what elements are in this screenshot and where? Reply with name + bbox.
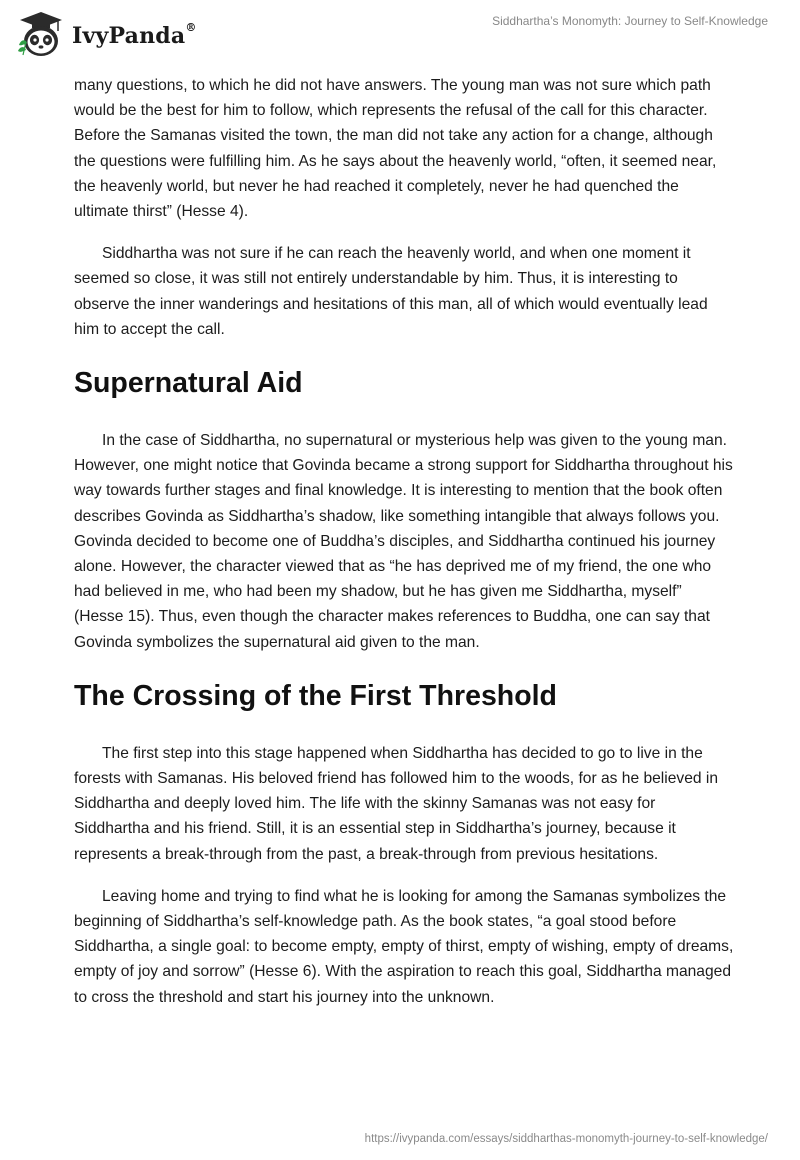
paragraph: In the case of Siddhartha, no supernatural or mysterious help was given to the young man. However, one might notice that Govinda became a strong support for Siddhartha throughout his way towards further stages and final knowledge. It is interesting to mention that the book often describes Govinda as Siddhartha’s shadow, like something intangible that always follows you. Govinda decided to become one of Buddha’s disciples, and Siddhartha continued his journey alone. However, the character viewed that as “he has deprived me of my friend, the one who had believed in me, who had been my shadow, but he has given me Siddhartha, myself” (Hesse 15). Thus, even though the character makes references to Buddha, one can say that Govinda symbolizes the supernatural aid given to the man. <box>74 432 733 651</box>
running-title: Siddhartha’s Monomyth: Journey to Self-Knowledge <box>492 14 768 28</box>
brand-name: IvyPanda® <box>72 21 197 49</box>
section-heading: The Crossing of the First Threshold <box>74 679 557 712</box>
section-heading: Supernatural Aid <box>74 367 303 400</box>
paragraph: The first step into this stage happened when Siddhartha has decided to go to live in the forests with Samanas. His beloved friend has followed him to the woods, for as he believed in Siddhartha and deeply loved him. The life with the skinny Samanas was not easy for Siddhartha and his friend. Still, it is an essential step in Siddhartha’s journey, because it represents a break-through from the past, a break-through from previous hesitations. <box>74 744 719 863</box>
article-body <box>74 73 734 1027</box>
panda-logo-icon <box>14 9 68 59</box>
registered-mark: ® <box>185 21 197 34</box>
source-url[interactable]: https://ivypanda.com/essays/siddharthas-monomyth-journey-to-self-knowledge/ <box>364 1133 768 1145</box>
paragraph: Siddhartha was not sure if he can reach the heavenly world, and when one moment it seemed so close, it was still not entirely understandable by him. Thus, it is interesting to observe the inner wanderings and hesitations of this man, all of which would eventually lead him to accept the call. <box>74 245 708 338</box>
paragraph: Leaving home and trying to find what he is looking for among the Samanas symbolizes the beginning of Siddhartha’s self-knowledge path. As the book states, “a goal stood before Siddhartha, a single goal: to become empty, empty of thirst, empty of wishing, empty of dreams, empty of joy and sorrow” (Hesse 6). With the aspiration to reach this goal, Siddhartha managed to cross the threshold and start his journey into the unknown. <box>74 887 734 1006</box>
logo[interactable] <box>14 9 197 59</box>
page-header <box>0 0 800 70</box>
paragraph: many questions, to which he did not have answers. The young man was not sure which path would be the best for him to follow, which represents the refusal of the call for this character. Before the Samanas visited the town, the man did not take any action for a change, although the questions were fulfilling him. As he says about the heavenly world, “often, it seemed near, the heavenly world, but never he had reached it completely, never he had quenched the ultimate thirst” (Hesse 4). <box>74 77 717 221</box>
